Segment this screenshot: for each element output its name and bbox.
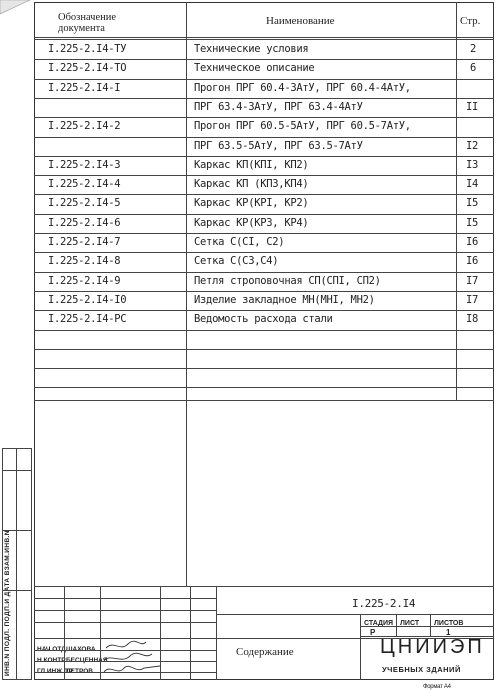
- row-code: I.225-2.I4-I: [48, 82, 121, 94]
- row-name: ПРГ 63.5-5АтУ, ПРГ 63.5-7АтУ: [194, 140, 363, 152]
- row-name: Техническое описание: [194, 62, 315, 74]
- row-code: I.225-2.I4-9: [48, 275, 121, 287]
- role-3: ГЛ.ИНЖ.ПР.: [37, 668, 74, 675]
- row-name: Сетка С(СI, С2): [194, 236, 285, 248]
- row-name: Каркас КР(КРI, КР2): [194, 197, 309, 209]
- row-code: I.225-2.I4-7: [48, 236, 121, 248]
- row-name: Каркас КП (КП3,КП4): [194, 178, 309, 190]
- row-name: Изделие закладное МН(МНI, МН2): [194, 294, 375, 306]
- side-strip-cell-line: [2, 470, 32, 471]
- title-doc-name: Содержание: [236, 646, 294, 658]
- side-strip-labels: ИНВ.N ПОДЛ. ПОДП.И ДАТА ВЗАМ.ИНВ.N: [4, 530, 11, 676]
- row-divider: [34, 330, 494, 331]
- row-code: I.225-2.I4-2: [48, 120, 121, 132]
- row-page: I5: [466, 197, 479, 209]
- row-code: I.225-2.I4-РС: [48, 313, 127, 325]
- sheet-label: ЛИСТ: [400, 620, 420, 627]
- name-2: БЕСЦЕННАЯ: [66, 657, 108, 664]
- row-page: I8: [466, 313, 479, 325]
- row-divider: [34, 117, 494, 118]
- row-name: Ведомость расхода стали: [194, 313, 333, 325]
- row-divider: [34, 310, 494, 311]
- row-divider: [34, 59, 494, 60]
- title-grid-line: [34, 598, 216, 599]
- title-grid-line: [34, 672, 216, 673]
- row-name: Каркас КП(КПI, КП2): [194, 159, 309, 171]
- column-divider-1: [186, 2, 187, 400]
- row-name: Прогон ПРГ 60.5-5АтУ, ПРГ 60.5-7АтУ,: [194, 120, 411, 132]
- stage-label: СТАДИЯ: [364, 620, 394, 627]
- stage-divider: [396, 614, 397, 636]
- row-code: I.225-2.I4-6: [48, 217, 121, 229]
- row-divider: [34, 349, 494, 350]
- row-divider: [34, 175, 494, 176]
- stage-row-line: [360, 626, 494, 627]
- title-grid-line: [34, 610, 216, 611]
- sheets-value: 1: [446, 628, 451, 637]
- role-1: НАЧ.ОТД.: [37, 646, 68, 653]
- sheets-label: ЛИСТОВ: [434, 620, 464, 627]
- row-divider: [34, 387, 494, 388]
- name-1: ШАХОВА: [66, 646, 96, 653]
- title-grid-line: [34, 661, 216, 662]
- org-subtitle: УЧЕБНЫХ ЗДАНИЙ: [382, 665, 461, 674]
- sheet-divider: [430, 614, 431, 636]
- row-name: Петля строповочная СП(СПI, СП2): [194, 275, 381, 287]
- folded-corner-mark: [0, 0, 34, 16]
- org-logo: ЦНИИЭП: [380, 636, 485, 658]
- row-divider: [34, 98, 494, 99]
- row-page: I6: [466, 236, 479, 248]
- row-divider: [34, 156, 494, 157]
- title-sign-divider: [160, 586, 161, 680]
- title-block-sign-top: [34, 638, 494, 639]
- title-divider-left: [216, 586, 217, 680]
- title-date-divider: [190, 586, 191, 680]
- side-strip-divider: [16, 448, 17, 680]
- column-divider-1-lower: [186, 400, 187, 586]
- title-divider-right: [360, 614, 361, 680]
- table-bottom-line: [34, 400, 494, 401]
- row-name: Прогон ПРГ 60.4-3АтУ, ПРГ 60.4-4АтУ,: [194, 82, 411, 94]
- row-page: I2: [466, 140, 479, 152]
- row-code: I.225-2.I4-4: [48, 178, 121, 190]
- row-divider: [34, 272, 494, 273]
- side-strip-cell-line: [2, 590, 32, 591]
- title-grid-line: [34, 622, 216, 623]
- title-block-top: [34, 586, 494, 587]
- header-name: Наименование: [266, 15, 335, 27]
- title-grid-line: [34, 650, 216, 651]
- row-divider: [34, 194, 494, 195]
- stage-row-line2: [360, 636, 494, 637]
- row-name: ПРГ 63.4-3АтУ, ПРГ 63.4-4АтУ: [194, 101, 363, 113]
- row-page: 2: [470, 43, 477, 55]
- header-divider-double: [34, 39, 494, 40]
- row-page: I5: [466, 217, 479, 229]
- row-page: I4: [466, 178, 479, 190]
- side-strip-cell-line: [2, 530, 32, 531]
- title-doc-code: I.225-2.I4: [352, 597, 416, 610]
- row-divider: [34, 233, 494, 234]
- signatures-handwritten: [100, 638, 190, 680]
- name-3: ПЕТРОВ: [66, 668, 93, 675]
- row-code: I.225-2.I4-8: [48, 255, 121, 267]
- row-page: I7: [466, 294, 479, 306]
- row-page: I3: [466, 159, 479, 171]
- format-note: Формат А4: [423, 684, 451, 690]
- header-designation: Обозначение документа: [58, 12, 117, 34]
- column-divider-2: [456, 2, 457, 400]
- row-code: I.225-2.I4-3: [48, 159, 121, 171]
- row-divider: [34, 214, 494, 215]
- row-page: II: [466, 101, 479, 113]
- row-page: I7: [466, 275, 479, 287]
- row-name: Каркас КР(КР3, КР4): [194, 217, 309, 229]
- row-divider: [34, 137, 494, 138]
- row-divider: [34, 368, 494, 369]
- stage-value: Р: [370, 628, 376, 637]
- row-page: I6: [466, 255, 479, 267]
- row-code: I.225-2.I4-5: [48, 197, 121, 209]
- row-divider: [34, 79, 494, 80]
- title-block-mid: [216, 614, 494, 615]
- row-name: Технические условия: [194, 43, 309, 55]
- title-name-divider: [100, 586, 101, 680]
- header-divider: [34, 37, 494, 38]
- title-role-divider: [64, 586, 65, 680]
- row-code: I.225-2.I4-ТУ: [48, 43, 127, 55]
- row-divider: [34, 291, 494, 292]
- row-page: 6: [470, 62, 477, 74]
- row-code: I.225-2.I4-I0: [48, 294, 127, 306]
- row-divider: [34, 252, 494, 253]
- row-code: I.225-2.I4-ТО: [48, 62, 127, 74]
- row-name: Сетка С(С3,С4): [194, 255, 279, 267]
- header-page: Стр.: [460, 15, 481, 27]
- role-2: Н.КОНТР.: [37, 657, 67, 664]
